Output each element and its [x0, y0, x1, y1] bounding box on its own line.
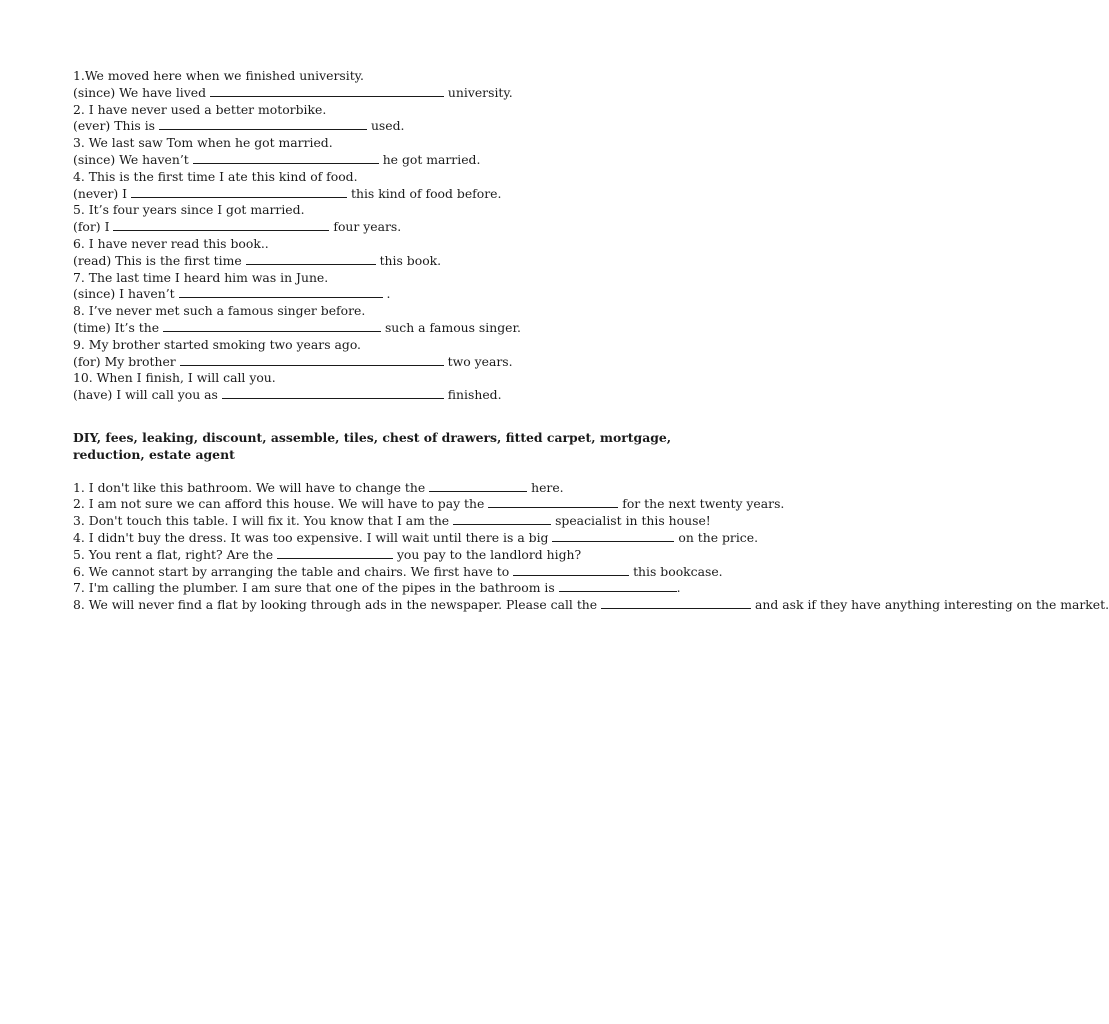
exercise2-item: 2. I am not sure we can afford this house. We will have to pay the for the next twenty years.: [73, 496, 785, 512]
answer-blank[interactable]: [246, 253, 376, 265]
answer-blank[interactable]: [163, 320, 381, 332]
exercise1-sentence: 7. The last time I heard him was in June.: [73, 269, 329, 285]
answer-blank[interactable]: [429, 480, 527, 492]
exercise1-prompt: (never) I this kind of food before.: [73, 185, 502, 201]
exercise1-sentence: 2. I have never used a better motorbike.: [73, 101, 327, 117]
exercise1-sentence: 8. I’ve never met such a famous singer before.: [73, 303, 366, 319]
exercise2-item: 5. You rent a flat, right? Are the you pay to the landlord high?: [73, 546, 582, 562]
word-bank: DIY, fees, leaking, discount, assemble, tiles, chest of drawers, fitted carpet, mortgage, reduction, estate agent: [73, 429, 672, 462]
exercise2-item: 4. I didn't buy the dress. It was too expensive. I will wait until there is a big on the price.: [73, 529, 759, 545]
answer-blank[interactable]: [193, 152, 379, 164]
exercise1-sentence: 10. When I finish, I will call you.: [73, 370, 276, 386]
exercise1-sentence: 5. It’s four years since I got married.: [73, 202, 305, 218]
exercise1-sentence: 1.We moved here when we finished university.: [73, 68, 364, 83]
exercise1-sentence: 3. We last saw Tom when he got married.: [73, 135, 333, 151]
answer-blank[interactable]: [601, 597, 751, 609]
exercise1-sentence: 9. My brother started smoking two years ago.: [73, 336, 361, 352]
exercise-vocabulary-gap-fill: [73, 429, 1109, 614]
exercise1-prompt: (for) I four years.: [73, 219, 402, 235]
answer-blank[interactable]: [179, 286, 383, 298]
exercise1-prompt: (have) I will call you as finished.: [73, 387, 502, 403]
answer-blank[interactable]: [113, 219, 329, 231]
answer-blank[interactable]: [277, 547, 393, 559]
exercise1-prompt: (since) We have lived university.: [73, 84, 513, 100]
exercise-rewrite-sentences: [73, 68, 703, 404]
worksheet-page: [73, 68, 1109, 614]
exercise1-prompt: (read) This is the first time this book.: [73, 252, 442, 268]
exercise1-prompt: (for) My brother two years.: [73, 353, 513, 369]
answer-blank[interactable]: [559, 580, 677, 592]
answer-blank[interactable]: [159, 118, 367, 130]
answer-blank[interactable]: [222, 387, 444, 399]
exercise1-sentence: 6. I have never read this book..: [73, 235, 269, 251]
exercise1-sentence: 4. This is the first time I ate this kind of food.: [73, 168, 358, 184]
answer-blank[interactable]: [552, 530, 674, 542]
exercise2-item: 1. I don't like this bathroom. We will have to change the here.: [73, 479, 564, 495]
answer-blank[interactable]: [488, 496, 618, 508]
exercise2-item: 8. We will never find a flat by looking through ads in the newspaper. Please call the and ask if they have anything interesting on the market.: [73, 597, 1109, 613]
answer-blank[interactable]: [131, 186, 347, 198]
exercise1-prompt: (since) We haven’t he got married.: [73, 151, 481, 167]
exercise1-prompt: (time) It’s the such a famous singer.: [73, 319, 522, 335]
answer-blank[interactable]: [453, 513, 551, 525]
exercise1-prompt: (ever) This is used.: [73, 118, 405, 134]
exercise2-item: 7. I'm calling the plumber. I am sure that one of the pipes in the bathroom is .: [73, 580, 681, 596]
exercise1-prompt: (since) I haven’t .: [73, 286, 391, 302]
answer-blank[interactable]: [513, 564, 629, 576]
answer-blank[interactable]: [180, 354, 444, 366]
exercise2-item: 3. Don't touch this table. I will fix it. You know that I am the speacialist in this house!: [73, 513, 711, 529]
answer-blank[interactable]: [210, 85, 444, 97]
exercise2-item: 6. We cannot start by arranging the table and chairs. We first have to this bookcase.: [73, 563, 723, 579]
